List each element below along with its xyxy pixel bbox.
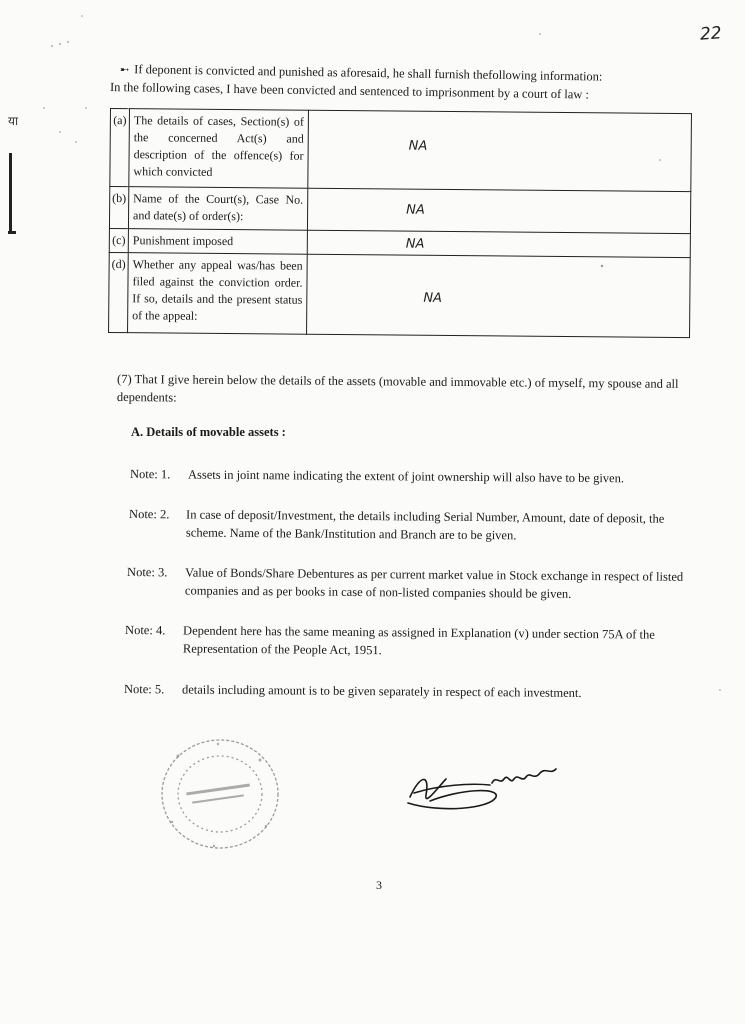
row-description: Whether any appeal was/has been filed against the conviction order. If so, details and the present status of the appeal: — [128, 253, 308, 335]
row-label: (a) — [110, 109, 130, 187]
row-label: (c) — [109, 228, 128, 252]
note-text: In case of deposit/Investment, the details including Serial Number, Amount, date of deposit, the scheme. Name of the Bank/Institution and Branch are to be given. — [185, 507, 665, 543]
row-description: Punishment imposed — [128, 229, 307, 255]
margin-mark: या — [8, 114, 19, 128]
note-label: Note: 2. — [129, 507, 170, 522]
note-text: Dependent here has the same meaning as assigned in Explanation (v) under section 75A of the Representation of the People Act, 1951. — [182, 623, 655, 658]
row-label: (b) — [109, 187, 128, 229]
handwritten-page-mark: 22 — [699, 23, 723, 45]
paragraph-7: (7) That I give herein below the details of the assets (movable and immovable etc.) of myself, my spouse and all dependents: — [116, 372, 679, 405]
row-description: The details of cases, Section(s) of the concerned Act(s) and description of the offence(s) for which convicted — [129, 109, 309, 189]
note-label: Note: 3. — [127, 565, 168, 580]
row-description: Name of the Court(s), Case No. and date(s) of order(s): — [128, 187, 307, 231]
row-value: NA — [406, 202, 425, 218]
row-label: (d) — [109, 252, 129, 332]
row-value: NA — [405, 236, 425, 252]
note-text: details including amount is to be given separately in respect of each investment. — [181, 682, 582, 700]
intro-text: If deponent is convicted and punished as aforesaid, he shall furnish thefollowing information: — [134, 62, 603, 84]
note-label: Note: 4. — [125, 623, 166, 638]
page-number: 3 — [376, 878, 382, 892]
note-label: Note: 1. — [129, 467, 171, 482]
section-heading: A. Details of movable assets : — [131, 425, 286, 439]
row-value: NA — [423, 290, 443, 306]
row-value: NA — [408, 138, 428, 154]
note-text: Assets in joint name indicating the extent of joint ownership will also have to be given. — [187, 467, 625, 486]
note-label: Note: 5. — [123, 682, 165, 697]
note-text: Value of Bonds/Share Debentures as per current market value in Stock exchange in respect of listed companies and as per books in case of non-listed companies should be given. — [184, 565, 684, 601]
arrow-bullet-icon: ➸ — [119, 64, 130, 77]
cases-line: In the following cases, I have been convicted and sentenced to imprisonment by a court of law : — [109, 80, 590, 102]
